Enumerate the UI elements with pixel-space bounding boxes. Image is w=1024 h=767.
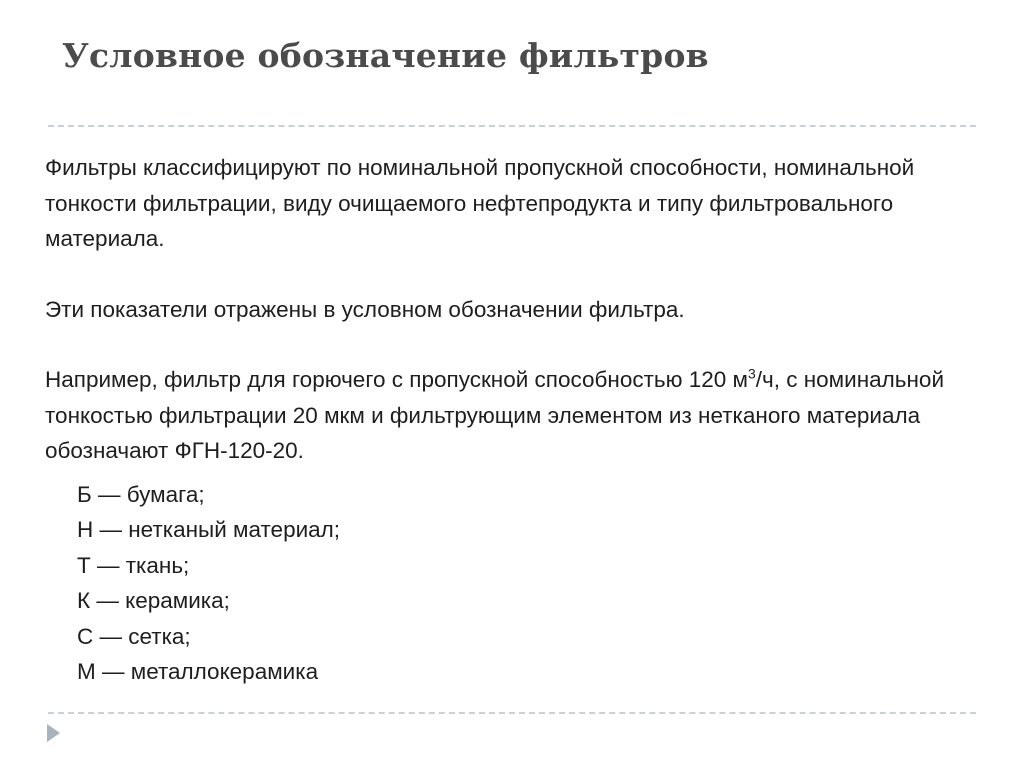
example-text-end: /ч, с номинальной тонкостью фильтрации 20 мкм и фильтрующим элементом из нетканого материала обозначают ФГН-120-20. bbox=[45, 367, 945, 463]
triangle-right-icon bbox=[47, 724, 60, 742]
top-divider bbox=[48, 125, 976, 127]
slide-body bbox=[45, 150, 980, 690]
slide-title: Условное обозначение фильтров bbox=[62, 36, 709, 75]
material-list bbox=[77, 477, 980, 690]
list-item: К — керамика; bbox=[77, 588, 230, 613]
paragraph-designation: Эти показатели отражены в условном обозначении фильтра. bbox=[45, 296, 685, 322]
list-item: Б — бумага; bbox=[77, 481, 205, 507]
unit-superscript: 3 bbox=[748, 365, 756, 382]
list-item: С — сетка; bbox=[77, 623, 191, 649]
list-item: Т — ткань; bbox=[77, 552, 190, 578]
example-text-start: Например, фильтр для горючего с пропускной способностью 120 м bbox=[45, 367, 748, 392]
bottom-divider bbox=[48, 712, 976, 714]
list-item: Н — нетканый материал; bbox=[77, 517, 341, 542]
paragraph-classification: Фильтры классифицируют по номинальной пропускной способности, номинальной тонкости фильтрации, виду очищаемого нефтепродукта и типу фильтровального материала. bbox=[45, 155, 915, 251]
list-item: М — металлокерамика bbox=[77, 659, 319, 684]
paragraph-example bbox=[45, 362, 980, 469]
